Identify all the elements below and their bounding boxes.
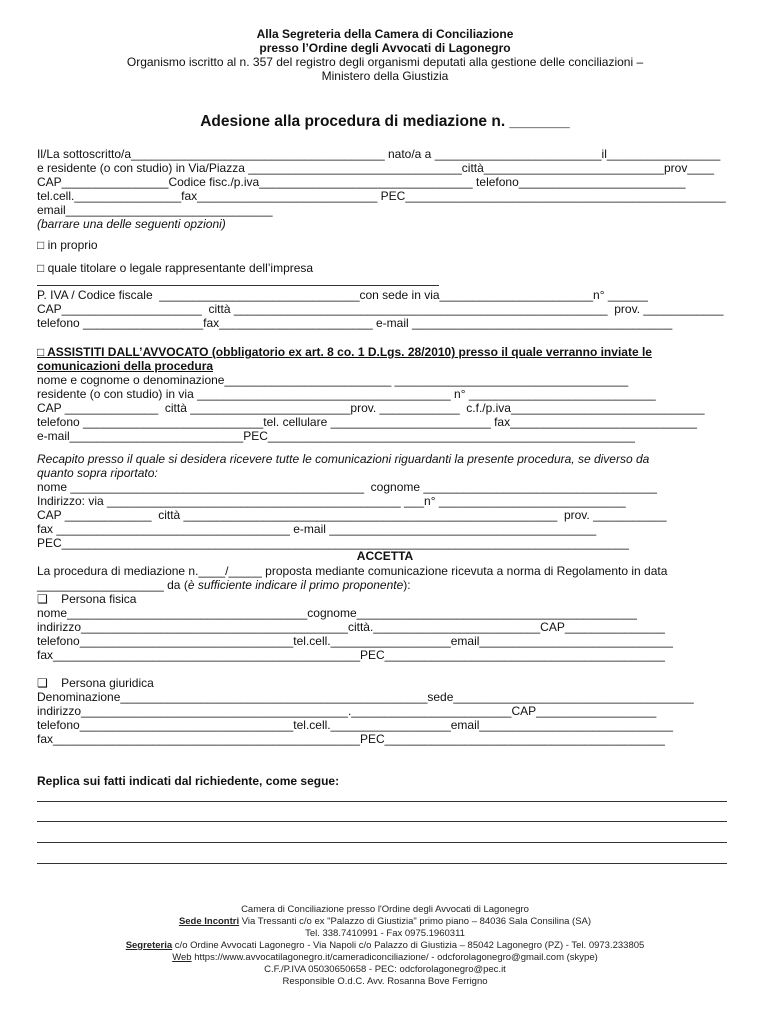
lawyer-line[interactable]: CAP ______________ città ________________________prov. ____________ c.f./p.iva_____________________________ bbox=[37, 401, 705, 415]
footer-sede-label: Sede Incontri bbox=[178, 916, 240, 927]
options-note: (barrare una delle seguenti opzioni) bbox=[37, 217, 226, 231]
company-line[interactable]: CAP_____________________ città ________________________________________________________ prov. ____________ bbox=[37, 302, 724, 316]
accept-line-cont[interactable] bbox=[37, 578, 411, 592]
lawyer-line[interactable]: nome e cognome o denominazione_________________________ ___________________________________ bbox=[37, 373, 629, 387]
footer-line-3: Tel. 338.7410991 - Fax 0975.1960311 bbox=[305, 928, 465, 939]
fisica-line[interactable]: indirizzo________________________________________città._________________________CAP_______________ bbox=[37, 620, 665, 634]
applicant-line[interactable]: tel.cell.________________fax___________________________ PEC________________________________________________ bbox=[37, 189, 726, 203]
header-line-4: Ministero della Giustizia bbox=[321, 69, 449, 83]
footer-line-6: C.F./P.IVA 05030650658 - PEC: odcforolagonegro@pec.it bbox=[264, 964, 506, 975]
header-line-1: Alla Segreteria della Camera di Conciliazione bbox=[256, 27, 514, 41]
replica-line[interactable] bbox=[37, 863, 727, 864]
recapito-line[interactable]: Indirizzo: via ____________________________________________ ___n° ____________________________ bbox=[37, 494, 626, 508]
page-title: Adesione alla procedura di mediazione n. _______ bbox=[200, 113, 570, 130]
lawyer-line[interactable]: telefono ___________________________tel. cellulare ________________________ fax____________________________ bbox=[37, 415, 697, 429]
accept-hint: è sufficiente indicare il primo proponente bbox=[187, 578, 404, 592]
recapito-line[interactable]: nome ____________________________________________ cognome ___________________________________ bbox=[37, 480, 657, 494]
recapito-line[interactable]: PEC_____________________________________________________________________________________ bbox=[37, 536, 629, 550]
replica-line[interactable] bbox=[37, 801, 727, 802]
giuridica-line[interactable]: fax______________________________________________PEC__________________________________________ bbox=[37, 732, 665, 746]
applicant-line[interactable]: email_______________________________ bbox=[37, 203, 273, 217]
replica-line[interactable] bbox=[37, 842, 727, 843]
giuridica-line[interactable]: telefono________________________________tel.cell.__________________email_____________________________ bbox=[37, 718, 673, 732]
giuridica-line[interactable]: Denominazione______________________________________________sede____________________________________ bbox=[37, 690, 694, 704]
accept-close: ): bbox=[403, 578, 411, 592]
option-in-proprio[interactable]: □ in proprio bbox=[37, 238, 98, 252]
footer-web-text[interactable]: https://www.avvocatilagonegro.it/cameradiconciliazione/ - odcforolagonegro@gmail.com (skype) bbox=[191, 952, 598, 963]
footer-sede-text: Via Tressanti c/o ex "Palazzo di Giustizia" primo piano – 84036 Sala Consilina (SA) bbox=[239, 916, 592, 927]
company-line[interactable]: telefono __________________fax_______________________ e-mail _______________________________________ bbox=[37, 316, 673, 330]
recapito-note-cont: quanto sopra riportato: bbox=[37, 466, 158, 480]
recapito-line[interactable]: CAP _____________ città ________________________________________________________ prov. ___________ bbox=[37, 508, 667, 522]
footer-segreteria-text: c/o Ordine Avvocati Lagonegro - Via Napoli c/o Palazzo di Giustizia – 85042 Lagonegro (PZ) - Tel. 0973.233805 bbox=[172, 940, 645, 951]
footer-web-label: Web bbox=[172, 952, 192, 963]
checkbox-persona-giuridica[interactable]: ❑ Persona giuridica bbox=[37, 676, 154, 690]
footer-segreteria-label: Segreteria bbox=[125, 940, 173, 951]
footer-segreteria bbox=[0, 940, 770, 952]
lawyer-line[interactable]: residente (o con studio) in via ______________________________________ n° ____________________________ bbox=[37, 387, 656, 401]
recapito-note: Recapito presso il quale si desidera ricevere tutte le comunicazioni riguardanti la presente procedura, se diverso da bbox=[37, 452, 650, 466]
replica-heading: Replica sui fatti indicati dal richiedente, come segue: bbox=[37, 774, 340, 788]
applicant-line[interactable]: CAP________________Codice fisc./p.iva________________________________ telefono_________________________ bbox=[37, 175, 686, 189]
applicant-line[interactable]: e residente (o con studio) in Via/Piazza ________________________________città___________________________prov____ bbox=[37, 161, 715, 175]
footer-sede bbox=[0, 916, 770, 928]
fisica-line[interactable]: nome____________________________________cognome__________________________________________ bbox=[37, 606, 637, 620]
company-line[interactable]: P. IVA / Codice fiscale ______________________________con sede in via_______________________n° ______ bbox=[37, 288, 648, 302]
lawyer-line[interactable]: e-mail__________________________PEC_______________________________________________________ bbox=[37, 429, 635, 443]
header-line-3: Organismo iscritto al n. 357 del registro degli organismi deputati alla gestione delle conciliazioni – bbox=[126, 55, 644, 69]
accetta-heading: ACCETTA bbox=[356, 549, 414, 563]
recapito-line[interactable]: fax ___________________________________ e-mail ________________________________________ bbox=[37, 522, 597, 536]
footer-line-7: Responsible O.d.C. Avv. Rosanna Bove Ferrigno bbox=[282, 976, 488, 987]
checkbox-persona-fisica[interactable]: ❑ Persona fisica bbox=[37, 592, 137, 606]
replica-line[interactable] bbox=[37, 821, 727, 822]
lawyer-heading[interactable]: □ ASSISTITI DALL’AVVOCATO (obbligatorio ex art. 8 co. 1 D.Lgs. 28/2010) presso il quale verranno inviate le bbox=[37, 345, 652, 359]
applicant-line[interactable]: Il/La sottoscritto/a______________________________________ nato/a a _________________________il_________________ bbox=[37, 147, 721, 161]
company-name-line[interactable] bbox=[37, 285, 439, 286]
footer-web bbox=[0, 952, 770, 964]
lawyer-heading-cont: comunicazioni della procedura bbox=[37, 359, 214, 373]
fisica-line[interactable]: telefono________________________________tel.cell.__________________email_____________________________ bbox=[37, 634, 673, 648]
accept-line[interactable]: La procedura di mediazione n.____/_____ proposta mediante comunicazione ricevuta a norma di Regolamento in data bbox=[37, 564, 668, 578]
header-line-2: presso l’Ordine degli Avvocati di Lagonegro bbox=[259, 41, 511, 55]
fisica-line[interactable]: fax______________________________________________PEC__________________________________________ bbox=[37, 648, 665, 662]
option-titolare[interactable]: □ quale titolare o legale rappresentante dell’impresa bbox=[37, 261, 314, 275]
footer-line-1: Camera di Conciliazione presso l'Ordine degli Avvocati di Lagonegro bbox=[241, 904, 529, 915]
accept-date-field[interactable]: ___________________ da ( bbox=[37, 578, 188, 592]
giuridica-line[interactable]: indirizzo________________________________________.________________________CAP__________________ bbox=[37, 704, 657, 718]
